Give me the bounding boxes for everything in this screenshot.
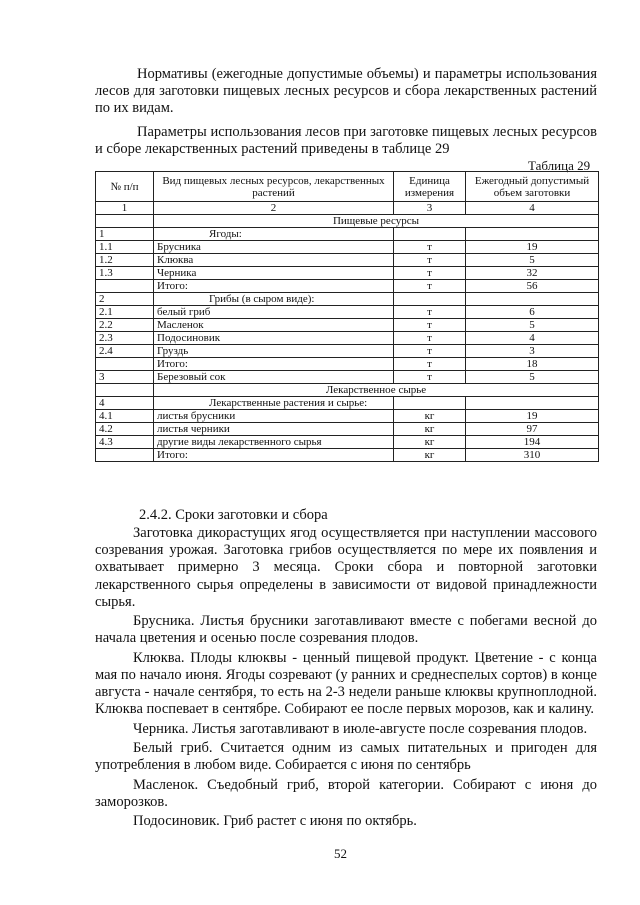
row-number: 4: [96, 397, 154, 410]
unit-cell: кг: [394, 436, 466, 449]
resource-name: листья черники: [154, 423, 394, 436]
index-cell: 1: [96, 202, 154, 215]
table-row: [96, 241, 599, 254]
row-number: 3: [96, 371, 154, 384]
row-number: 1.1: [96, 241, 154, 254]
table-row: [96, 267, 599, 280]
resource-name: Клюква: [154, 254, 394, 267]
table-row: [96, 371, 599, 384]
volume-cell: 6: [466, 306, 599, 319]
paragraph: Черника. Листья заготавливают в июле-августе после созревания плодов.: [133, 720, 588, 737]
empty-cell: [466, 228, 599, 241]
paragraph: Клюква. Плоды клюквы - ценный пищевой продукт. Цветение - с конца мая по начало июня. Ягоды созревают (у ранних и среднеспелых сортов) в конце августа - начале сентября, то есть на 2-3 недели раньше клюквы крупноплодной. Клюква поспевает в сентябре. Собирают ее после первых морозов, как и калину.: [95, 649, 597, 718]
header-volume: Ежегодный допустимый объем заготовки: [466, 172, 599, 202]
paragraph: Подосиновик. Гриб растет с июня по октябрь.: [133, 813, 417, 830]
unit-cell: т: [394, 241, 466, 254]
unit-cell: кг: [394, 410, 466, 423]
table-section-row: [96, 215, 599, 228]
section-heading: Нормативы (ежегодные допустимые объемы) и параметры использования лесов для заготовки пищевых лесных ресурсов и сбора лекарственных растений по их видам.: [95, 66, 597, 116]
volume-cell: 194: [466, 436, 599, 449]
table-29: [95, 171, 599, 462]
paragraph: Белый гриб. Считается одним из самых питательных и пригоден для употребления в любом виде. Собирается с июня по сентябрь: [95, 740, 597, 774]
row-number: 1.3: [96, 267, 154, 280]
body-text: [95, 525, 597, 833]
resource-name: Брусника: [154, 241, 394, 254]
row-number: [96, 358, 154, 371]
unit-cell: т: [394, 332, 466, 345]
volume-cell: 310: [466, 449, 599, 462]
section-label: Пищевые ресурсы: [154, 215, 599, 228]
resource-name: Березовый сок: [154, 371, 394, 384]
volume-cell: 18: [466, 358, 599, 371]
paragraph: Масленок. Съедобный гриб, второй категории. Собирают с июня до заморозков.: [95, 776, 597, 810]
empty-cell: [394, 293, 466, 306]
resource-name: листья брусники: [154, 410, 394, 423]
paragraph: Брусника. Листья брусники заготавливают вместе с побегами весной до начала цветения и осенью после созревания плодов.: [95, 613, 597, 647]
resource-name: Итого:: [154, 280, 394, 293]
paragraph: Заготовка дикорастущих ягод осуществляется при наступлении массового созревания урожая. Заготовка грибов осуществляется по мере их появления и охватывает примерно 3 месяца. Сроки сбора и повторной заготовки лекарственного сырья определены в зависимости от видовой принадлежности сырья.: [95, 525, 597, 610]
row-number: 2.3: [96, 332, 154, 345]
volume-cell: 97: [466, 423, 599, 436]
table-group-row: [96, 228, 599, 241]
group-label: Ягоды:: [154, 228, 394, 241]
row-number: 2.2: [96, 319, 154, 332]
section-label: Лекарственное сырье: [154, 384, 599, 397]
unit-cell: т: [394, 345, 466, 358]
table-row: [96, 410, 599, 423]
row-number: 1.2: [96, 254, 154, 267]
resource-name: Подосиновик: [154, 332, 394, 345]
empty-cell: [96, 215, 154, 228]
row-number: 4.1: [96, 410, 154, 423]
empty-cell: [394, 228, 466, 241]
table-row: [96, 436, 599, 449]
table-index-row: [96, 202, 599, 215]
table-row: [96, 280, 599, 293]
unit-cell: т: [394, 267, 466, 280]
resource-name: Итого:: [154, 449, 394, 462]
resource-name: Итого:: [154, 358, 394, 371]
resource-name: Черника: [154, 267, 394, 280]
row-number: [96, 280, 154, 293]
row-number: 4.3: [96, 436, 154, 449]
volume-cell: 4: [466, 332, 599, 345]
empty-cell: [466, 293, 599, 306]
unit-cell: т: [394, 306, 466, 319]
unit-cell: т: [394, 280, 466, 293]
empty-cell: [394, 397, 466, 410]
header-kind: Вид пищевых лесных ресурсов, лекарственных растений: [154, 172, 394, 202]
table-body: [96, 215, 599, 462]
empty-cell: [466, 397, 599, 410]
empty-cell: [96, 384, 154, 397]
unit-cell: т: [394, 254, 466, 267]
header-num: № п/п: [96, 172, 154, 202]
table-caption: Таблица 29: [528, 158, 591, 173]
table-section-row: [96, 384, 599, 397]
table-group-row: [96, 293, 599, 306]
table-row: [96, 319, 599, 332]
row-number: [96, 449, 154, 462]
table-header-row: [96, 172, 599, 202]
row-number: 4.2: [96, 423, 154, 436]
table-row: [96, 254, 599, 267]
row-number: 2.4: [96, 345, 154, 358]
resource-name: Масленок: [154, 319, 394, 332]
table-row: [96, 306, 599, 319]
resource-name: другие виды лекарственного сырья: [154, 436, 394, 449]
volume-cell: 3: [466, 345, 599, 358]
subsection-title: 2.4.2. Сроки заготовки и сбора: [139, 507, 328, 523]
table-row: [96, 423, 599, 436]
group-label: Грибы (в сыром виде):: [154, 293, 394, 306]
table-row: [96, 358, 599, 371]
row-number: 1: [96, 228, 154, 241]
unit-cell: кг: [394, 423, 466, 436]
resource-name: белый гриб: [154, 306, 394, 319]
unit-cell: т: [394, 319, 466, 332]
group-label: Лекарственные растения и сырье:: [154, 397, 394, 410]
volume-cell: 5: [466, 319, 599, 332]
volume-cell: 19: [466, 410, 599, 423]
intro-paragraph: Параметры использования лесов при заготовке пищевых лесных ресурсов и сборе лекарственных растений приведены в таблице 29: [95, 124, 597, 157]
volume-cell: 5: [466, 371, 599, 384]
page-number: 52: [334, 846, 347, 861]
volume-cell: 32: [466, 267, 599, 280]
index-cell: 2: [154, 202, 394, 215]
volume-cell: 19: [466, 241, 599, 254]
table-group-row: [96, 397, 599, 410]
index-cell: 3: [394, 202, 466, 215]
volume-cell: 56: [466, 280, 599, 293]
volume-cell: 5: [466, 254, 599, 267]
row-number: 2.1: [96, 306, 154, 319]
unit-cell: кг: [394, 449, 466, 462]
unit-cell: т: [394, 358, 466, 371]
index-cell: 4: [466, 202, 599, 215]
table-row: [96, 345, 599, 358]
row-number: 2: [96, 293, 154, 306]
unit-cell: т: [394, 371, 466, 384]
header-unit: Единица измерения: [394, 172, 466, 202]
resource-name: Груздь: [154, 345, 394, 358]
table-row: [96, 449, 599, 462]
table-row: [96, 332, 599, 345]
